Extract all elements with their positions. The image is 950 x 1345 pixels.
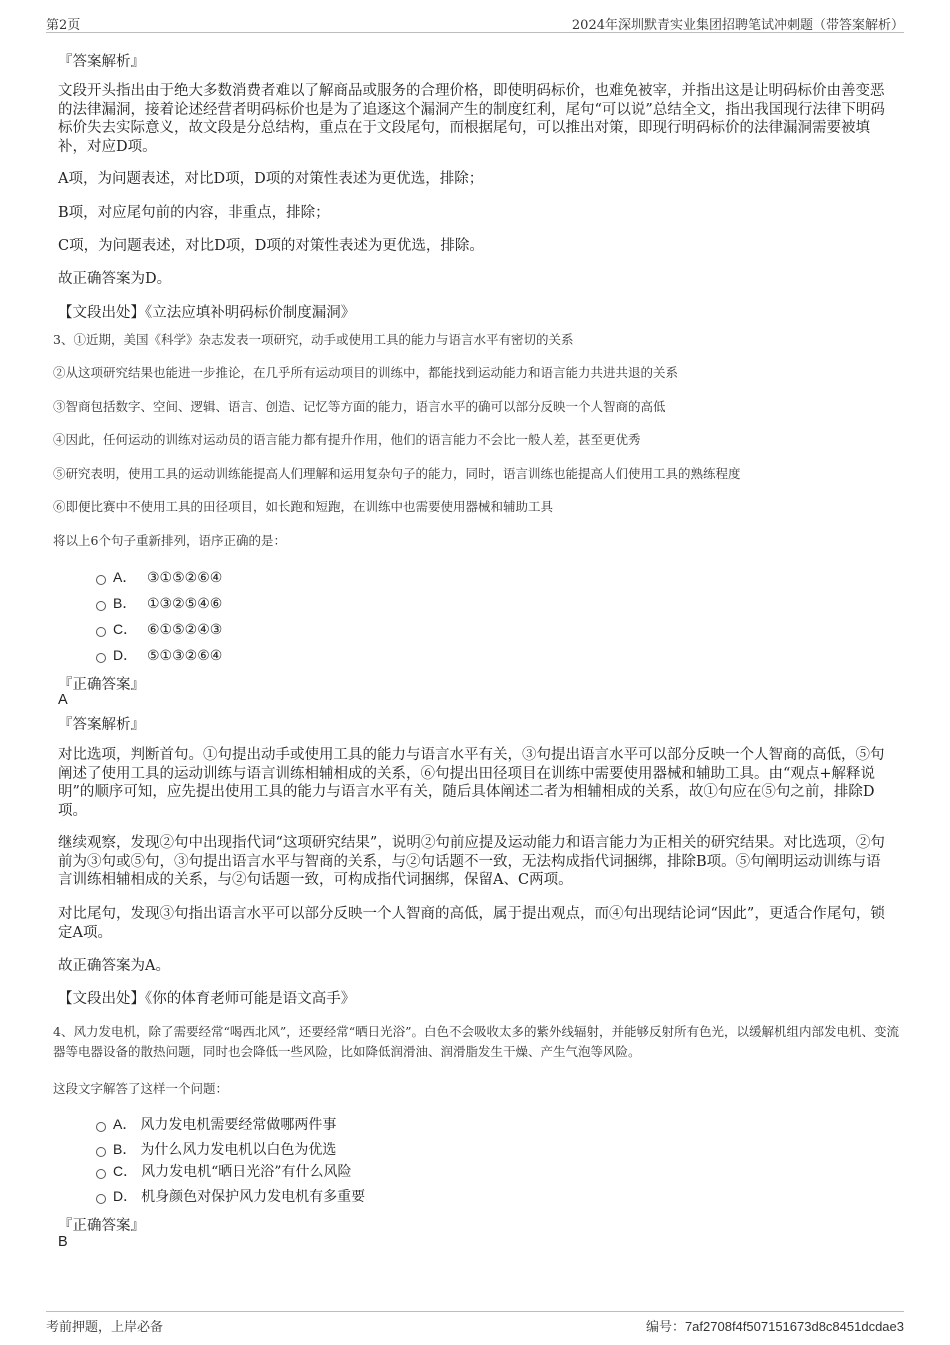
analysis-label: 『答案解析』: [58, 717, 145, 733]
question-sentence: ⑤研究表明，使用工具的运动训练能提高人们理解和运用复杂句子的能力，同时，语言训练也能提高人们使用工具的熟练程度: [53, 466, 741, 481]
analysis-paragraph: A项，为问题表述，对比D项，D项的对策性表述为更优选，排除；: [58, 171, 484, 187]
option-a[interactable]: A． ③①⑤②⑥④: [96, 567, 222, 587]
source-citation: 【文段出处】《你的体育老师可能是语文高手》: [58, 991, 356, 1007]
question-sentence: ④因此，任何运动的训练对运动员的语言能力都有提升作用，他们的语言能力不会比一般人差，甚至更优秀: [53, 432, 641, 447]
radio-icon[interactable]: [96, 1147, 106, 1157]
analysis-paragraph: 对比尾句，发现③句指出语言水平可以部分反映一个人智商的高低，属于提出观点，而④句出现结论词“因此”，更适合作尾句，锁定A项。: [58, 906, 885, 941]
radio-icon[interactable]: [96, 601, 106, 611]
analysis-paragraph: 文段开头指出由于绝大多数消费者难以了解商品或服务的合理价格，即使明码标价，也难免被宰，并指出这是让明码标价由善变恶的法律漏洞，接着论述经营者明码标价也是为了追逐这个漏洞产生的制度红利，尾句“可以说”总结全文，指出我国现行法律下明码标价失去实际意义，故文段是分总结构，重点在于文段尾句，而根据尾句，可以推出对策，即现行明码标价的法律漏洞需要被填补，对应D项。: [58, 83, 885, 155]
document-code: 编号：7af2708f4f507151673d8c8451dcdae3: [645, 1319, 904, 1335]
radio-icon[interactable]: [96, 575, 106, 585]
option-b[interactable]: B． ①③②⑤④⑥: [96, 593, 222, 613]
analysis-paragraph: 对比选项，判断首句。①句提出动手或使用工具的能力与语言水平有关，③句提出语言水平可以部分反映一个人智商的高低，⑤句阐述了使用工具的运动训练与语言训练相辅相成的关系，⑥句提出田径项目在训练中需要使用器械和辅助工具。由“观点+解释说明”的顺序可知，应先提出使用工具的能力与语言水平有关，随后具体阐述二者为相辅相成的关系，故①句应在⑤句之前，排除D项。: [58, 747, 885, 819]
radio-icon[interactable]: [96, 653, 106, 663]
analysis-label: 『答案解析』: [58, 54, 145, 70]
page-footer: [46, 1311, 904, 1334]
source-citation: 【文段出处】《立法应填补明码标价制度漏洞》: [58, 305, 356, 321]
page-number: 第2页: [46, 18, 81, 33]
radio-icon[interactable]: [96, 1122, 106, 1132]
question-prompt: 这段文字解答了这样一个问题：: [53, 1081, 229, 1096]
document-title: 2024年深圳默青实业集团招聘笔试冲刺题（带答案解析）: [571, 18, 904, 33]
correct-answer-label: 『正确答案』: [58, 1218, 145, 1234]
option-d[interactable]: D． ⑤①③②⑥④: [96, 645, 222, 665]
radio-icon[interactable]: [96, 1169, 106, 1179]
footer-slogan: 考前押题，上岸必备: [46, 1320, 164, 1335]
question-sentence: ⑥即便比赛中不使用工具的田径项目，如长跑和短跑，在训练中也需要使用器械和辅助工具: [53, 499, 554, 514]
option-a[interactable]: A． 风力发电机需要经常做哪两件事: [96, 1114, 336, 1134]
option-b[interactable]: B． 为什么风力发电机以白色为优选: [96, 1139, 336, 1159]
question-sentence: ②从这项研究结果也能进一步推论，在几乎所有运动项目的训练中，都能找到运动能力和语言能力共进共退的关系: [53, 365, 679, 380]
correct-answer: B: [58, 1234, 68, 1250]
question-prompt: 将以上6个句子重新排列，语序正确的是：: [53, 533, 286, 548]
page-header: [46, 12, 904, 33]
option-c[interactable]: C． ⑥①⑤②④③: [96, 619, 222, 639]
option-c[interactable]: C． 风力发电机“晒日光浴”有什么风险: [96, 1161, 351, 1181]
correct-answer-label: 『正确答案』: [58, 677, 145, 693]
analysis-paragraph: 继续观察，发现②句中出现指代词“这项研究结果”，说明②句前应提及运动能力和语言能力为正相关的研究结果。对比选项，②句前为③句或⑤句，③句提出语言水平与智商的关系，与②句话题不一致，无法构成指代词捆绑，排除B项。⑤句阐明运动训练与语言训练相辅相成的关系，与②句话题一致，可构成指代词捆绑，保留A、C两项。: [58, 835, 885, 888]
radio-icon[interactable]: [96, 627, 106, 637]
radio-icon[interactable]: [96, 1194, 106, 1204]
analysis-paragraph: C项，为问题表述，对比D项，D项的对策性表述为更优选，排除。: [58, 238, 484, 254]
conclusion: 故正确答案为A。: [58, 958, 170, 974]
correct-answer: A: [58, 692, 68, 708]
analysis-paragraph: B项，对应尾句前的内容，非重点，排除；: [58, 205, 330, 221]
conclusion: 故正确答案为D。: [58, 271, 172, 287]
question-sentence: ③智商包括数字、空间、逻辑、语言、创造、记忆等方面的能力，语言水平的确可以部分反映一个人智商的高低: [53, 399, 666, 414]
question-sentence: 3、①近期，美国《科学》杂志发表一项研究，动手或使用工具的能力与语言水平有密切的关系: [53, 332, 574, 347]
option-d[interactable]: D． 机身颜色对保护风力发电机有多重要: [96, 1186, 365, 1206]
question-stem: 4、风力发电机，除了需要经常“喝西北风”，还要经常“晒日光浴”。白色不会吸收太多的紫外线辐射，并能够反射所有色光，以缓解机组内部发电机、变流器等电器设备的散热问题，同时也会降低一些风险，比如降低润滑油、润滑脂发生干燥、产生气泡等风险。: [53, 1024, 900, 1059]
